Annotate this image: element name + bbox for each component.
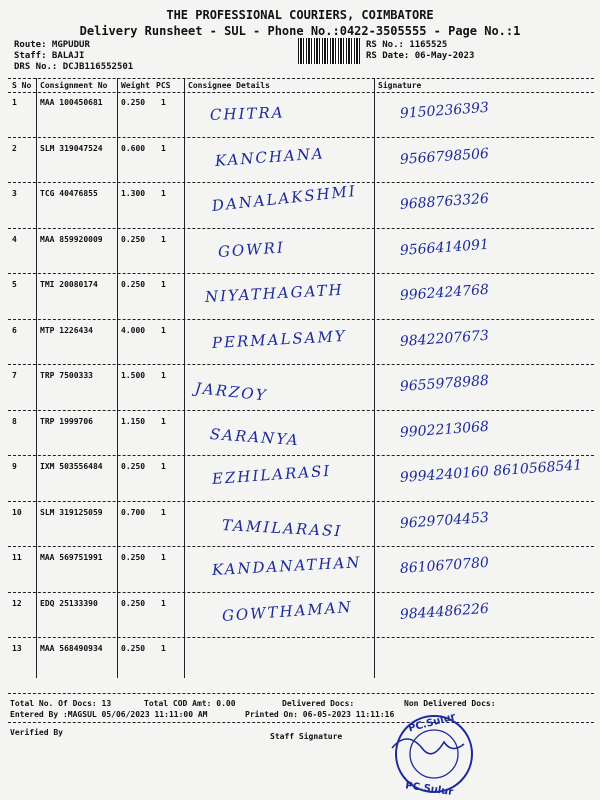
row-separator xyxy=(8,501,594,502)
row-sno: 1 xyxy=(12,98,17,107)
row-sno: 13 xyxy=(12,644,22,653)
stamp-text-top: PC.Sulur xyxy=(407,711,457,735)
row-consignment-no: SLM 319047524 xyxy=(40,144,103,153)
row-pcs: 1 xyxy=(161,144,166,153)
row-separator xyxy=(8,273,594,274)
row-pcs: 1 xyxy=(161,98,166,107)
row-sno: 12 xyxy=(12,599,22,608)
row-separator xyxy=(8,455,594,456)
row-sno: 2 xyxy=(12,144,17,153)
row-pcs: 1 xyxy=(161,462,166,471)
row-weight: 0.250 xyxy=(121,280,146,289)
row-consignee-name: PERMALSAMY xyxy=(211,326,348,352)
row-consignee-name: KANDANATHAN xyxy=(211,553,362,579)
row-pcs: 1 xyxy=(161,280,166,289)
row-weight: 0.250 xyxy=(121,599,146,608)
col-divider xyxy=(117,78,118,678)
route-label: Route: MGPUDUR xyxy=(14,40,90,50)
stamp-text-bottom: PC.Sulur xyxy=(404,780,454,798)
footer-rule xyxy=(8,693,594,694)
row-weight: 0.250 xyxy=(121,235,146,244)
row-weight: 0.250 xyxy=(121,644,146,653)
row-consignee-name: NIYATHAGATH xyxy=(204,280,345,306)
barcode-image xyxy=(298,38,360,64)
row-separator xyxy=(8,410,594,411)
col-divider xyxy=(184,78,185,678)
row-consignee-name: GOWRI xyxy=(217,238,286,261)
row-consignment-no: MAA 569751991 xyxy=(40,553,103,562)
row-weight: 0.250 xyxy=(121,553,146,562)
row-sno: 9 xyxy=(12,462,17,471)
company-title: THE PROFESSIONAL COURIERS, COIMBATORE xyxy=(166,8,434,22)
row-pcs: 1 xyxy=(161,553,166,562)
row-weight: 0.250 xyxy=(121,462,146,471)
col-divider xyxy=(374,78,375,678)
row-pcs: 1 xyxy=(161,326,166,335)
row-pcs: 1 xyxy=(161,235,166,244)
office-stamp-image xyxy=(372,708,502,798)
runsheet-title: Delivery Runsheet - SUL - Phone No.:0422-3505555 - Page No.:1 xyxy=(79,24,521,38)
row-pcs: 1 xyxy=(161,189,166,198)
total-docs: Total No. Of Docs: 13 xyxy=(10,699,112,708)
row-sno: 6 xyxy=(12,326,17,335)
footer-rule xyxy=(8,722,594,723)
row-signature-phone: 9962424768 xyxy=(399,281,490,304)
row-signature-phone: 9566414091 xyxy=(399,236,490,259)
row-signature-phone: 9688763326 xyxy=(399,190,490,213)
col-header-weight: Weight xyxy=(121,81,150,90)
row-weight: 1.500 xyxy=(121,371,146,380)
row-sno: 4 xyxy=(12,235,17,244)
row-signature-phone: 9566798506 xyxy=(399,145,490,168)
rs-date: RS Date: 06-May-2023 xyxy=(366,51,475,61)
row-consignee-name: JARZOY xyxy=(194,379,269,405)
row-signature-phone: 9994240160 8610568541 xyxy=(399,457,583,486)
row-separator xyxy=(8,592,594,593)
row-separator xyxy=(8,637,594,638)
row-sno: 11 xyxy=(12,553,22,562)
rs-number: RS No.: 1165525 xyxy=(366,40,448,50)
row-pcs: 1 xyxy=(161,417,166,426)
delivered-docs: Delivered Docs: xyxy=(282,699,355,708)
row-separator xyxy=(8,137,594,138)
row-weight: 0.600 xyxy=(121,144,146,153)
row-pcs: 1 xyxy=(161,371,166,380)
row-consignment-no: TCG 40476855 xyxy=(40,189,98,198)
row-signature-phone: 9842207673 xyxy=(399,327,490,350)
row-sno: 8 xyxy=(12,417,17,426)
stamp-inner-ring xyxy=(410,730,458,778)
row-weight: 1.300 xyxy=(121,189,146,198)
row-signature-phone: 9150236393 xyxy=(399,99,490,122)
row-weight: 0.250 xyxy=(121,98,146,107)
row-consignee-name: DANALAKSHMI xyxy=(211,181,358,215)
row-pcs: 1 xyxy=(161,599,166,608)
row-consignment-no: TRP 7500333 xyxy=(40,371,93,380)
row-consignee-name: EZHILARASI xyxy=(211,461,332,488)
row-weight: 1.150 xyxy=(121,417,146,426)
row-consignment-no: IXM 503556484 xyxy=(40,462,103,471)
col-header-consignment: Consignment No xyxy=(40,81,108,90)
row-separator xyxy=(8,546,594,547)
row-separator xyxy=(8,364,594,365)
col-header-signature: Signature xyxy=(378,81,422,90)
table-top-rule xyxy=(8,78,594,79)
row-consignment-no: MAA 568490934 xyxy=(40,644,103,653)
row-separator xyxy=(8,182,594,183)
total-cod: Total COD Amt: 0.00 xyxy=(144,699,236,708)
table-header-rule xyxy=(8,92,594,93)
staff-label: Staff: BALAJI xyxy=(14,51,85,61)
row-consignee-name: GOWTHAMAN xyxy=(221,597,354,625)
drs-number: DRS No.: DCJB116552501 xyxy=(14,62,134,72)
printed-on: Printed On: 06-05-2023 11:11:16 xyxy=(245,710,395,719)
col-header-consignee: Consignee Details xyxy=(188,81,270,90)
col-divider xyxy=(36,78,37,678)
row-consignment-no: EDQ 25133390 xyxy=(40,599,98,608)
row-separator xyxy=(8,319,594,320)
row-sno: 10 xyxy=(12,508,22,517)
row-consignee-name: TAMILARASI xyxy=(221,516,343,541)
row-pcs: 1 xyxy=(161,644,166,653)
row-signature-phone: 9655978988 xyxy=(399,372,490,395)
row-signature-phone: 8610670780 xyxy=(399,554,490,577)
row-pcs: 1 xyxy=(161,508,166,517)
row-weight: 0.700 xyxy=(121,508,146,517)
entered-by: Entered By :MAGSUL 05/06/2023 11:11:00 AM xyxy=(10,710,208,719)
row-consignment-no: TRP 1999706 xyxy=(40,417,93,426)
row-sno: 3 xyxy=(12,189,17,198)
row-consignment-no: MAA 100450681 xyxy=(40,98,103,107)
staff-signature-label: Staff Signature xyxy=(270,732,343,741)
row-sno: 7 xyxy=(12,371,17,380)
non-delivered-docs: Non Delivered Docs: xyxy=(404,699,496,708)
col-header-pcs: PCS xyxy=(156,81,171,90)
row-consignment-no: SLM 319125059 xyxy=(40,508,103,517)
row-consignee-name: SARANYA xyxy=(209,425,301,450)
row-weight: 4.000 xyxy=(121,326,146,335)
row-consignee-name: KANCHANA xyxy=(214,144,326,170)
row-consignment-no: TMI 20080174 xyxy=(40,280,98,289)
row-separator xyxy=(8,228,594,229)
row-signature-phone: 9629704453 xyxy=(399,509,490,532)
signature-scribble xyxy=(392,739,464,754)
row-signature-phone: 9844486226 xyxy=(399,600,490,623)
row-signature-phone: 9902213068 xyxy=(399,418,490,441)
row-consignment-no: MTP 1226434 xyxy=(40,326,93,335)
row-sno: 5 xyxy=(12,280,17,289)
col-header-sno: S No xyxy=(12,81,32,90)
row-consignment-no: MAA 859920009 xyxy=(40,235,103,244)
verified-by: Verified By xyxy=(10,728,63,737)
row-consignee-name: CHITRA xyxy=(209,103,285,124)
